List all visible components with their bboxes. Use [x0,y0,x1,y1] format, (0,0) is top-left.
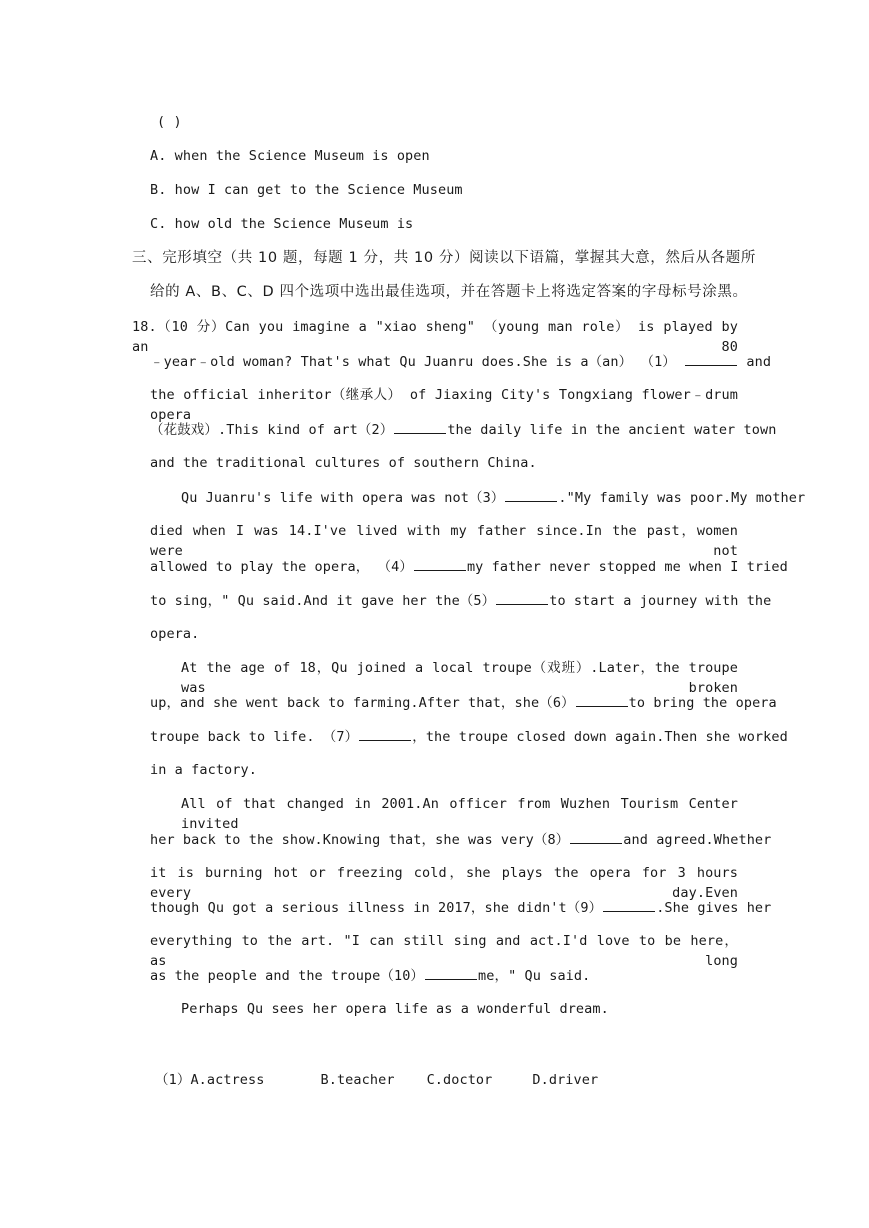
blank-7 [359,726,411,741]
blank-1 [685,351,737,366]
passage-line [150,692,777,713]
passage-text: and [746,354,772,370]
passage-line: died when I was 14.I've lived with my father since.In the past，women were not [150,523,738,559]
blank-6 [576,692,628,707]
blank-5 [496,590,548,605]
passage-text: ."My family was poor.My mother [558,490,806,506]
blank-10 [425,965,477,980]
passage-text: ﹣year﹣old woman? That's what Qu Juanru does.She is a（an） （1） [150,354,676,370]
passage-line: and the traditional cultures of southern China. [150,455,537,471]
passage-line: opera. [150,626,200,642]
blank-4 [414,556,466,571]
passage-line [150,897,771,918]
passage-line: All of that changed in 2001.An officer from Wuzhen Tourism Center invited [181,796,738,832]
passage-text: （花鼓戏）.This kind of art（2） [150,422,394,438]
passage-line [181,487,805,508]
passage-line: in a factory. [150,762,257,778]
question-18-head: 18.（10 分）Can you imagine a "xiao sheng" （young man role） is played by an 80 [132,319,738,355]
choice-d: D.driver [532,1072,599,1088]
option-c: C. how old the Science Museum is [150,216,414,232]
passage-line [150,590,771,611]
choice-a: A.actress [190,1072,265,1088]
answer-paren: ( ) [157,114,182,130]
passage-line [150,965,590,986]
passage-text: the daily life in the ancient water town [447,422,777,438]
passage-text: troupe back to life. （7） [150,729,359,745]
blank-8 [570,829,622,844]
passage-text: as the people and the troupe（10） [150,968,425,984]
passage-text: Qu Juanru's life with opera was not（3） [181,490,505,506]
blank-3 [505,487,557,502]
section-heading-line1: 三、完形填空（共 10 题，每题 1 分，共 10 分）阅读以下语篇，掌握其大意，然后从各题所 [132,250,756,266]
passage-text: to start a journey with the [549,593,772,609]
passage-line [150,351,772,372]
choice-b: B.teacher [320,1072,395,1088]
passage-line: it is burning hot or freezing cold，she plays the opera for 3 hours every day.Even [150,865,738,901]
passage-text: to bring the opera [628,695,777,711]
section-heading-line2: 给的 A、B、C、D 四个选项中选出最佳选项，并在答题卡上将选定答案的字母标号涂黑。 [150,284,748,300]
passage-text: ，the troupe closed down again.Then she worked [412,729,788,745]
passage-line: At the age of 18，Qu joined a local troupe（戏班）.Later，the troupe was broken [181,660,738,696]
option-a: A. when the Science Museum is open [150,148,430,164]
passage-line: Perhaps Qu sees her opera life as a wonderful dream. [181,1001,609,1017]
passage-text: though Qu got a serious illness in 2017，she didn't（9） [150,900,603,916]
passage-text: my father never stopped me when I tried [466,559,788,575]
passage-text: me，" Qu said. [478,968,591,984]
blank-2 [394,419,446,434]
choice-c: C.doctor [426,1072,493,1088]
passage-text: her back to the show.Knowing that，she was very（8） [150,832,570,848]
choice-number: （1） [155,1072,191,1088]
passage-line [150,829,771,850]
blank-9 [603,897,655,912]
passage-text: allowed to play the opera， （4） [150,559,413,575]
passage-line [150,419,776,440]
passage-line: the official inheritor（继承人） of Jiaxing City's Tongxiang flower﹣drum opera [150,387,738,423]
option-b: B. how I can get to the Science Museum [150,182,463,198]
passage-text: .She gives her [656,900,772,916]
choice-row-1 [155,1070,598,1090]
passage-text: and agreed.Whether [623,832,772,848]
passage-line [150,556,788,577]
passage-line: everything to the art. "I can still sing and act.I'd love to be here，as long [150,933,738,969]
passage-line [150,726,788,747]
passage-text: to sing，" Qu said.And it gave her the（5） [150,593,496,609]
passage-text: up，and she went back to farming.After that，she（6） [150,695,575,711]
